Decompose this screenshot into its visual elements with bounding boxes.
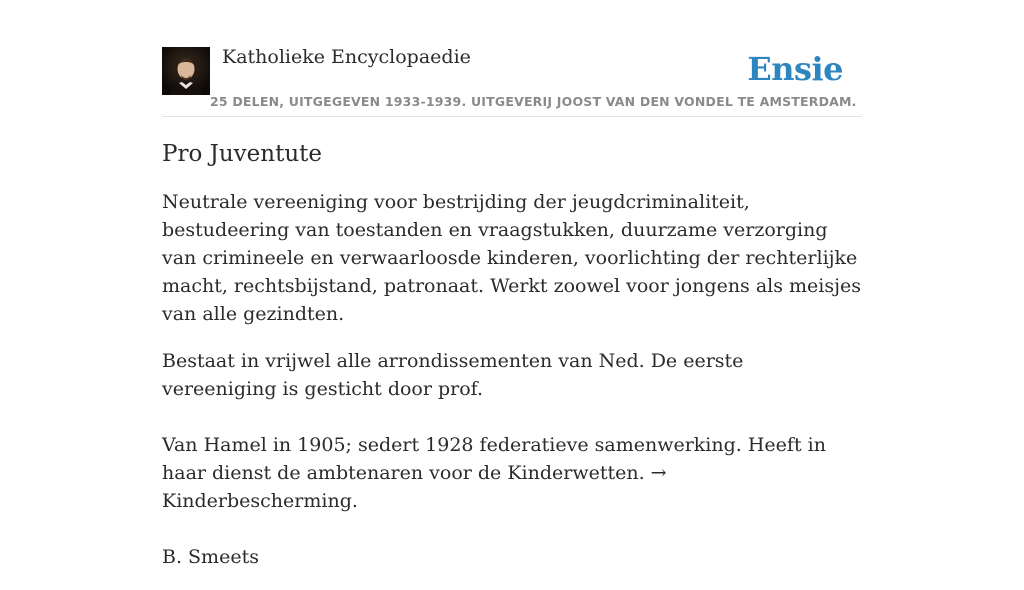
paragraph-1: Neutrale vereeniging voor bestrijding der jeugdcriminaliteit, bestudeering van toestanden en vraagstukken, duurzame verzorging van crimineele en verwaarloosde kinderen, voorlichting der rechterlijke macht, rechtsbijstand, patronaat. Werkt zoowel voor jongens als meisjes van alle gezindten. <box>162 191 862 325</box>
paragraph-3: Van Hamel in 1905; sedert 1928 federatieve samenwerking. Heeft in haar dienst de ambtenaren voor de Kinderwetten. → Kinderbescherming. <box>162 434 826 512</box>
source-header <box>162 44 862 117</box>
brand-logo[interactable]: Ensie <box>747 50 843 88</box>
paragraph-2: Bestaat in vrijwel alle arrondissementen van Ned. De eerste vereeniging is gesticht door prof. <box>162 350 744 400</box>
entry-title: Pro Juventute <box>162 141 322 167</box>
source-subtitle: 25 DELEN, UITGEGEVEN 1933-1939. UITGEVERIJ JOOST VAN DEN VONDEL TE AMSTERDAM. <box>210 94 857 109</box>
source-avatar[interactable] <box>162 47 210 95</box>
article <box>162 138 862 590</box>
source-title[interactable]: Katholieke Encyclopaedie <box>222 46 471 68</box>
author-signature: B. Smeets <box>162 546 259 568</box>
